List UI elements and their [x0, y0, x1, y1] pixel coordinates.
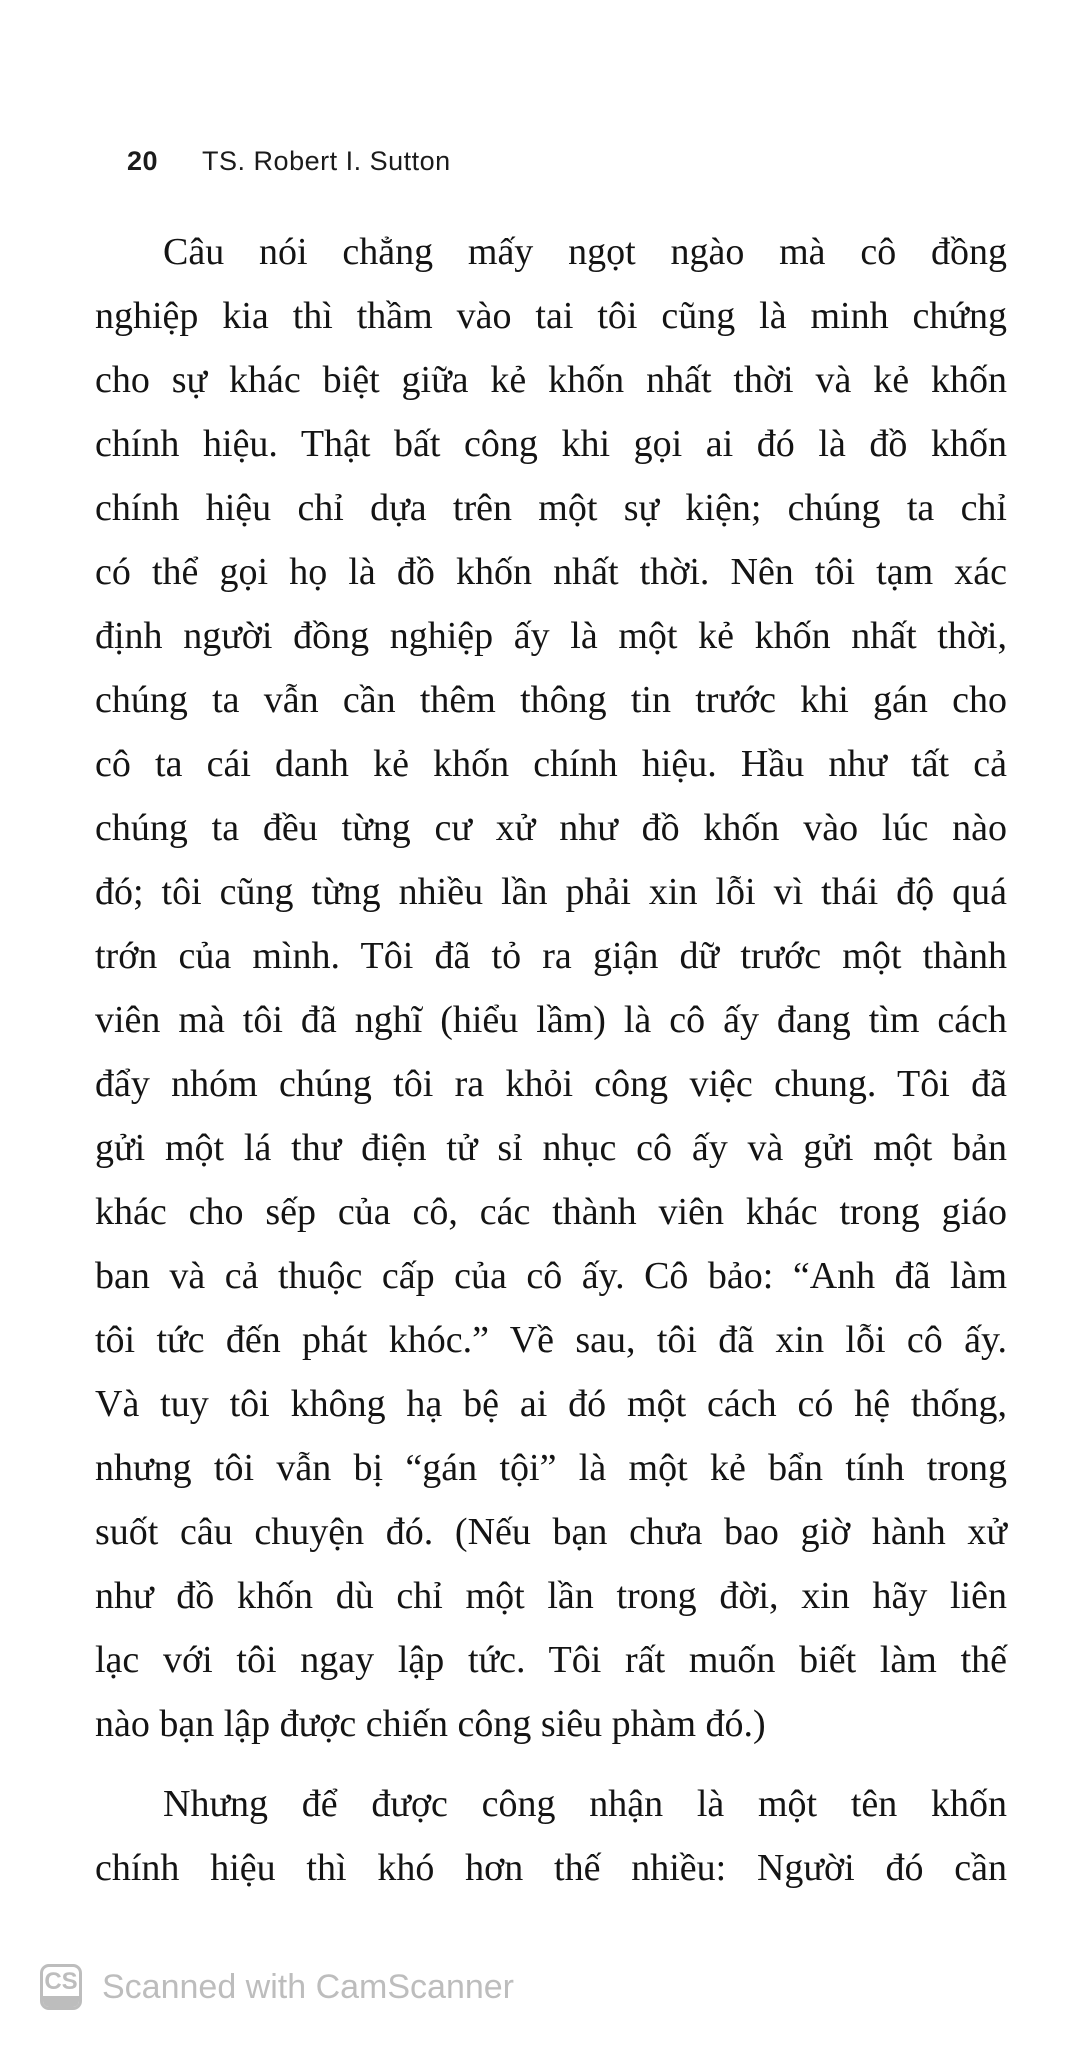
camscanner-icon-label: CS [44, 1968, 78, 1995]
text-line: chúng ta đều từng cư xử như đồ khốn vào lúc nào [95, 807, 1007, 849]
text-line: ban và cả thuộc cấp của cô ấy. Cô bảo: “Anh đã làm [95, 1255, 1007, 1297]
text-line: suốt câu chuyện đó. (Nếu bạn chưa bao giờ hành xử [95, 1511, 1007, 1553]
watermark-text: Scanned with CamScanner [102, 1967, 515, 2006]
page-header [127, 146, 451, 177]
watermark-bar [40, 1964, 514, 2010]
text-line: Và tuy tôi không hạ bệ ai đó một cách có hệ thống, [95, 1383, 1007, 1425]
page-number: 20 [127, 146, 159, 176]
text-line: định người đồng nghiệp ấy là một kẻ khốn nhất thời, [95, 615, 1007, 657]
body-text [95, 220, 1007, 1900]
text-line: tôi tức đến phát khóc.” Về sau, tôi đã xin lỗi cô ấy. [95, 1319, 1007, 1361]
text-line: trớn của mình. Tôi đã tỏ ra giận dữ trước một thành [95, 935, 1007, 977]
text-line: đó; tôi cũng từng nhiều lần phải xin lỗi vì thái độ quá [95, 871, 1007, 913]
text-line: Nhưng để được công nhận là một tên khốn [163, 1783, 1007, 1825]
text-line: chính hiệu. Thật bất công khi gọi ai đó là đồ khốn [95, 423, 1007, 465]
text-line: nhưng tôi vẫn bị “gán tội” là một kẻ bẩn tính trong [95, 1447, 1007, 1489]
text-line: nào bạn lập được chiến công siêu phàm đó.) [95, 1703, 766, 1745]
camscanner-icon-bar [43, 1996, 79, 2007]
running-header-title: TS. Robert I. Sutton [202, 146, 451, 176]
text-line: cho sự khác biệt giữa kẻ khốn nhất thời và kẻ khốn [95, 359, 1007, 401]
paragraph [95, 220, 1007, 1756]
text-line: viên mà tôi đã nghĩ (hiểu lầm) là cô ấy đang tìm cách [95, 999, 1007, 1041]
text-line: đẩy nhóm chúng tôi ra khỏi công việc chung. Tôi đã [95, 1063, 1007, 1105]
text-line: có thể gọi họ là đồ khốn nhất thời. Nên tôi tạm xác [95, 551, 1007, 593]
text-line: nghiệp kia thì thầm vào tai tôi cũng là minh chứng [95, 295, 1007, 337]
text-line: chúng ta vẫn cần thêm thông tin trước khi gán cho [95, 679, 1007, 721]
text-line: khác cho sếp của cô, các thành viên khác trong giáo [95, 1191, 1007, 1233]
text-line: lạc với tôi ngay lập tức. Tôi rất muốn biết làm thế [95, 1639, 1007, 1681]
text-line: chính hiệu thì khó hơn thế nhiều: Người đó cần [95, 1847, 1007, 1889]
text-line: như đồ khốn dù chỉ một lần trong đời, xin hãy liên [95, 1575, 1007, 1617]
text-line: chính hiệu chỉ dựa trên một sự kiện; chúng ta chỉ [95, 487, 1007, 529]
paragraph [95, 1772, 1007, 1900]
text-line: gửi một lá thư điện tử sỉ nhục cô ấy và gửi một bản [95, 1127, 1007, 1169]
text-line: cô ta cái danh kẻ khốn chính hiệu. Hầu như tất cả [95, 743, 1007, 785]
camscanner-icon [40, 1964, 82, 2010]
text-line: Câu nói chẳng mấy ngọt ngào mà cô đồng [163, 231, 1007, 273]
